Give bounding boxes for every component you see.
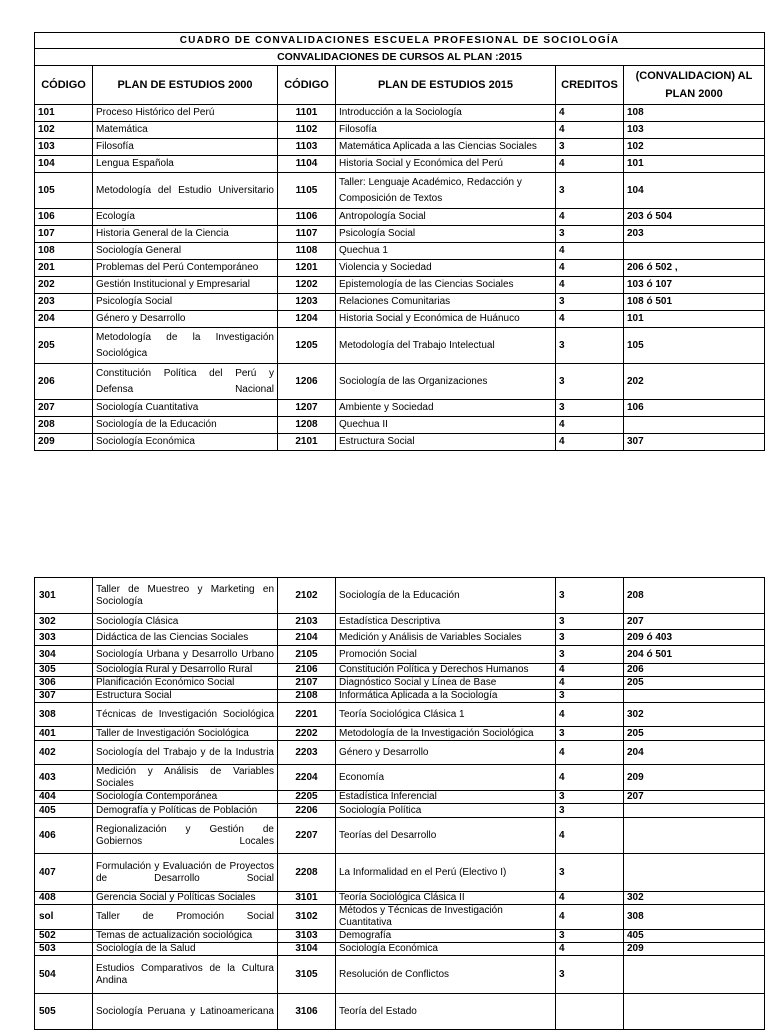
course-code-2000: 503 <box>35 943 93 956</box>
course-code-2000: 202 <box>35 277 93 294</box>
table-row <box>35 930 765 943</box>
convalidation-code <box>624 243 765 260</box>
course-credits: 4 <box>556 105 624 122</box>
course-name-2000: Problemas del Perú Contemporáneo <box>93 260 278 277</box>
course-code-2015: 2104 <box>278 630 336 646</box>
course-name-2000: Formulación y Evaluación de Proyectos de Desarrollo Social <box>93 854 278 892</box>
table-row <box>35 260 765 277</box>
course-code-2000: 108 <box>35 243 93 260</box>
course-code-2000: 105 <box>35 173 93 209</box>
course-code-2000: 307 <box>35 690 93 703</box>
course-code-2000: 201 <box>35 260 93 277</box>
course-credits: 3 <box>556 328 624 364</box>
course-credits: 3 <box>556 173 624 209</box>
course-name-2015: Metodología de la Investigación Sociológica <box>336 727 556 741</box>
course-code-2000: 208 <box>35 417 93 434</box>
course-code-2015: 3101 <box>278 892 336 905</box>
course-name-2000: Historia General de la Ciencia <box>93 226 278 243</box>
course-code-2015: 1103 <box>278 139 336 156</box>
table-row <box>35 400 765 417</box>
course-code-2015: 3104 <box>278 943 336 956</box>
course-name-2000: Gestión Institucional y Empresarial <box>93 277 278 294</box>
course-credits: 3 <box>556 804 624 818</box>
table-row <box>35 804 765 818</box>
course-credits: 3 <box>556 226 624 243</box>
table-row <box>35 727 765 741</box>
column-header-row <box>35 66 765 105</box>
course-name-2000: Ecología <box>93 209 278 226</box>
course-code-2015: 2203 <box>278 741 336 765</box>
course-code-2015: 3102 <box>278 905 336 930</box>
course-credits <box>556 994 624 1030</box>
title-row <box>35 33 765 49</box>
course-name-2000: Proceso Histórico del Perú <box>93 105 278 122</box>
course-name-2000: Medición y Análisis de Variables Sociales <box>93 765 278 791</box>
course-credits: 4 <box>556 209 624 226</box>
convalidation-code: 106 <box>624 400 765 417</box>
course-code-2000: 106 <box>35 209 93 226</box>
course-credits: 3 <box>556 646 624 664</box>
course-code-2000: 404 <box>35 791 93 804</box>
course-code-2000: 203 <box>35 294 93 311</box>
course-code-2015: 2101 <box>278 434 336 451</box>
convalidation-sheet-2 <box>34 577 764 1030</box>
document-subtitle: CONVALIDACIONES DE CURSOS AL PLAN :2015 <box>35 49 765 66</box>
course-code-2000: 304 <box>35 646 93 664</box>
convalidation-table-1 <box>34 32 765 451</box>
course-credits: 4 <box>556 417 624 434</box>
convalidation-code: 208 <box>624 578 765 614</box>
course-code-2015: 2201 <box>278 703 336 727</box>
course-code-2015: 1108 <box>278 243 336 260</box>
course-code-2000: 205 <box>35 328 93 364</box>
course-credits: 3 <box>556 614 624 630</box>
course-credits: 4 <box>556 664 624 677</box>
course-code-2015: 2204 <box>278 765 336 791</box>
course-name-2000: Metodología del Estudio Universitario <box>93 173 278 209</box>
course-credits: 3 <box>556 364 624 400</box>
table-row <box>35 630 765 646</box>
course-name-2015: Estadística Inferencial <box>336 791 556 804</box>
table-row <box>35 277 765 294</box>
course-credits: 3 <box>556 400 624 417</box>
convalidation-code: 405 <box>624 930 765 943</box>
table-body-2 <box>35 578 765 1030</box>
course-name-2015: Teoría Sociológica Clásica 1 <box>336 703 556 727</box>
course-name-2015: Estructura Social <box>336 434 556 451</box>
course-name-2000: Didáctica de las Ciencias Sociales <box>93 630 278 646</box>
table-row <box>35 209 765 226</box>
course-code-2015: 2202 <box>278 727 336 741</box>
course-credits: 4 <box>556 818 624 854</box>
course-credits: 4 <box>556 741 624 765</box>
convalidation-code: 302 <box>624 703 765 727</box>
course-code-2015: 2205 <box>278 791 336 804</box>
course-code-2000: 408 <box>35 892 93 905</box>
table-row <box>35 434 765 451</box>
convalidation-sheet-1 <box>34 32 764 451</box>
header-creditos: CREDITOS <box>556 66 624 105</box>
course-code-2000: 504 <box>35 956 93 994</box>
course-name-2000: Gerencia Social y Políticas Sociales <box>93 892 278 905</box>
table-row <box>35 765 765 791</box>
course-name-2015: Resolución de Conflictos <box>336 956 556 994</box>
course-name-2000: Estructura Social <box>93 690 278 703</box>
table-row <box>35 173 765 209</box>
course-code-2015: 2208 <box>278 854 336 892</box>
course-name-2015: Historia Social y Económica de Huánuco <box>336 311 556 328</box>
course-code-2015: 1101 <box>278 105 336 122</box>
course-name-2000: Sociología Rural y Desarrollo Rural <box>93 664 278 677</box>
course-credits: 3 <box>556 956 624 994</box>
convalidation-code: 209 <box>624 943 765 956</box>
course-code-2000: 405 <box>35 804 93 818</box>
course-name-2000: Psicología Social <box>93 294 278 311</box>
course-name-2000: Regionalización y Gestión de Gobiernos Locales <box>93 818 278 854</box>
header-codigo-2015: CÓDIGO <box>278 66 336 105</box>
convalidation-code: 102 <box>624 139 765 156</box>
course-name-2015: Estadística Descriptiva <box>336 614 556 630</box>
course-code-2000: 207 <box>35 400 93 417</box>
course-name-2015: Teoría Sociológica Clásica II <box>336 892 556 905</box>
convalidation-code <box>624 994 765 1030</box>
course-name-2000: Técnicas de Investigación Sociológica <box>93 703 278 727</box>
convalidation-code: 204 <box>624 741 765 765</box>
course-code-2015: 1201 <box>278 260 336 277</box>
course-name-2015: Diagnóstico Social y Línea de Base <box>336 677 556 690</box>
course-name-2000: Temas de actualización sociológica <box>93 930 278 943</box>
convalidation-code: 108 ó 501 <box>624 294 765 311</box>
course-name-2015: Antropología Social <box>336 209 556 226</box>
course-credits: 4 <box>556 905 624 930</box>
course-name-2015: Violencia y Sociedad <box>336 260 556 277</box>
course-name-2015: Economía <box>336 765 556 791</box>
table-row <box>35 226 765 243</box>
course-name-2015: Filosofía <box>336 122 556 139</box>
course-credits: 3 <box>556 578 624 614</box>
course-name-2015: Matemática Aplicada a las Ciencias Sociales <box>336 139 556 156</box>
course-credits: 3 <box>556 630 624 646</box>
table-row <box>35 646 765 664</box>
course-name-2015: Relaciones Comunitarias <box>336 294 556 311</box>
convalidation-code <box>624 956 765 994</box>
course-code-2015: 1207 <box>278 400 336 417</box>
course-name-2015: La Informalidad en el Perú (Electivo I) <box>336 854 556 892</box>
course-credits: 3 <box>556 854 624 892</box>
convalidation-code: 101 <box>624 311 765 328</box>
course-credits: 4 <box>556 943 624 956</box>
course-code-2000: 305 <box>35 664 93 677</box>
course-code-2015: 1105 <box>278 173 336 209</box>
course-code-2000: 103 <box>35 139 93 156</box>
course-name-2015: Sociología Política <box>336 804 556 818</box>
course-name-2000: Sociología Económica <box>93 434 278 451</box>
table-row <box>35 664 765 677</box>
course-code-2000: 107 <box>35 226 93 243</box>
course-code-2000: 101 <box>35 105 93 122</box>
course-name-2015: Quechua 1 <box>336 243 556 260</box>
course-name-2000: Sociología Peruana y Latinoamericana <box>93 994 278 1030</box>
course-code-2000: 505 <box>35 994 93 1030</box>
table-row <box>35 614 765 630</box>
course-code-2015: 1106 <box>278 209 336 226</box>
course-code-2015: 2107 <box>278 677 336 690</box>
course-name-2015: Teoría del Estado <box>336 994 556 1030</box>
table-row <box>35 243 765 260</box>
course-name-2015: Epistemología de las Ciencias Sociales <box>336 277 556 294</box>
course-name-2015: Introducción a la Sociología <box>336 105 556 122</box>
course-name-2000: Género y Desarrollo <box>93 311 278 328</box>
convalidation-code: 209 <box>624 765 765 791</box>
course-code-2015: 1208 <box>278 417 336 434</box>
table-row <box>35 791 765 804</box>
course-name-2000: Estudios Comparativos de la Cultura Andina <box>93 956 278 994</box>
table-row <box>35 105 765 122</box>
course-code-2000: 308 <box>35 703 93 727</box>
course-code-2000: 502 <box>35 930 93 943</box>
convalidation-code: 204 ó 501 <box>624 646 765 664</box>
course-name-2015: Metodología del Trabajo Intelectual <box>336 328 556 364</box>
course-name-2000: Demografía y Políticas de Población <box>93 804 278 818</box>
course-name-2015: Ambiente y Sociedad <box>336 400 556 417</box>
table-row <box>35 417 765 434</box>
course-credits: 3 <box>556 139 624 156</box>
course-code-2015: 2106 <box>278 664 336 677</box>
course-code-2000: 104 <box>35 156 93 173</box>
convalidation-code <box>624 417 765 434</box>
table-row <box>35 677 765 690</box>
course-code-2015: 1107 <box>278 226 336 243</box>
course-name-2000: Sociología de la Educación <box>93 417 278 434</box>
course-name-2000: Sociología General <box>93 243 278 260</box>
convalidation-code: 202 <box>624 364 765 400</box>
table-row <box>35 328 765 364</box>
course-name-2015: Quechua II <box>336 417 556 434</box>
table-row <box>35 741 765 765</box>
course-name-2015: Promoción Social <box>336 646 556 664</box>
course-code-2000: 407 <box>35 854 93 892</box>
table-row <box>35 818 765 854</box>
course-credits: 3 <box>556 791 624 804</box>
course-credits: 4 <box>556 311 624 328</box>
convalidation-code: 205 <box>624 677 765 690</box>
table-row <box>35 578 765 614</box>
convalidation-table-2 <box>34 577 765 1030</box>
course-code-2015: 1104 <box>278 156 336 173</box>
course-code-2015: 1206 <box>278 364 336 400</box>
course-name-2000: Constitución Política del Perú y Defensa Nacional <box>93 364 278 400</box>
convalidation-code: 209 ó 403 <box>624 630 765 646</box>
course-credits: 4 <box>556 260 624 277</box>
course-name-2015: Medición y Análisis de Variables Sociales <box>336 630 556 646</box>
course-name-2000: Sociología Cuantitativa <box>93 400 278 417</box>
table-row <box>35 690 765 703</box>
convalidation-code: 108 <box>624 105 765 122</box>
course-code-2000: 401 <box>35 727 93 741</box>
course-credits: 3 <box>556 690 624 703</box>
header-plan-2000: PLAN DE ESTUDIOS 2000 <box>93 66 278 105</box>
course-code-2015: 3105 <box>278 956 336 994</box>
subtitle-row <box>35 49 765 66</box>
course-name-2015: Constitución Política y Derechos Humanos <box>336 664 556 677</box>
table-row <box>35 294 765 311</box>
course-code-2015: 1204 <box>278 311 336 328</box>
course-credits: 4 <box>556 677 624 690</box>
course-credits: 3 <box>556 294 624 311</box>
course-code-2000: 303 <box>35 630 93 646</box>
course-code-2000: 306 <box>35 677 93 690</box>
course-credits: 4 <box>556 765 624 791</box>
table-row <box>35 139 765 156</box>
course-credits: 4 <box>556 156 624 173</box>
course-name-2015: Sociología Económica <box>336 943 556 956</box>
course-code-2015: 2207 <box>278 818 336 854</box>
convalidation-code: 206 ó 502 , <box>624 260 765 277</box>
convalidation-code: 205 <box>624 727 765 741</box>
course-code-2000: 206 <box>35 364 93 400</box>
course-name-2015: Psicología Social <box>336 226 556 243</box>
course-code-2015: 1203 <box>278 294 336 311</box>
course-credits: 4 <box>556 122 624 139</box>
course-credits: 3 <box>556 930 624 943</box>
course-name-2000: Taller de Promoción Social <box>93 905 278 930</box>
table-row <box>35 311 765 328</box>
convalidation-code: 203 ó 504 <box>624 209 765 226</box>
course-name-2000: Filosofía <box>93 139 278 156</box>
course-name-2000: Matemática <box>93 122 278 139</box>
course-code-2015: 1102 <box>278 122 336 139</box>
course-code-2015: 1205 <box>278 328 336 364</box>
course-name-2015: Métodos y Técnicas de Investigación Cuantitativa <box>336 905 556 930</box>
course-credits: 4 <box>556 434 624 451</box>
convalidation-code: 207 <box>624 614 765 630</box>
course-code-2015: 3106 <box>278 994 336 1030</box>
course-name-2015: Género y Desarrollo <box>336 741 556 765</box>
convalidation-code <box>624 804 765 818</box>
table-row <box>35 854 765 892</box>
course-credits: 4 <box>556 892 624 905</box>
course-credits: 4 <box>556 243 624 260</box>
course-name-2015: Sociología de las Organizaciones <box>336 364 556 400</box>
course-code-2000: 102 <box>35 122 93 139</box>
course-name-2000: Sociología Contemporánea <box>93 791 278 804</box>
course-name-2000: Metodología de la Investigación Sociológica <box>93 328 278 364</box>
course-name-2000: Sociología de la Salud <box>93 943 278 956</box>
course-name-2000: Sociología Urbana y Desarrollo Urbano <box>93 646 278 664</box>
course-code-2000: 209 <box>35 434 93 451</box>
table-row <box>35 156 765 173</box>
course-name-2015: Historia Social y Económica del Perú <box>336 156 556 173</box>
course-code-2000: 403 <box>35 765 93 791</box>
course-name-2000: Sociología del Trabajo y de la Industria <box>93 741 278 765</box>
course-code-2015: 3103 <box>278 930 336 943</box>
convalidation-code: 302 <box>624 892 765 905</box>
course-name-2000: Planificación Económico Social <box>93 677 278 690</box>
course-name-2000: Taller de Investigación Sociológica <box>93 727 278 741</box>
document-title: CUADRO DE CONVALIDACIONES ESCUELA PROFESIONAL DE SOCIOLOGÍA <box>35 33 765 49</box>
course-code-2000: 402 <box>35 741 93 765</box>
course-code-2000: 302 <box>35 614 93 630</box>
table-body-1 <box>35 105 765 451</box>
course-name-2015: Demografía <box>336 930 556 943</box>
course-code-2000: 204 <box>35 311 93 328</box>
convalidation-code <box>624 690 765 703</box>
table-row <box>35 956 765 994</box>
convalidation-code: 207 <box>624 791 765 804</box>
table-row <box>35 122 765 139</box>
table-row <box>35 364 765 400</box>
course-credits: 3 <box>556 727 624 741</box>
course-name-2015: Sociología de la Educación <box>336 578 556 614</box>
course-code-2015: 2108 <box>278 690 336 703</box>
convalidation-code <box>624 854 765 892</box>
header-convalidacion: (CONVALIDACION) AL PLAN 2000 <box>624 66 765 105</box>
course-code-2000: 406 <box>35 818 93 854</box>
header-plan-2015: PLAN DE ESTUDIOS 2015 <box>336 66 556 105</box>
course-name-2000: Lengua Española <box>93 156 278 173</box>
convalidation-code: 103 <box>624 122 765 139</box>
table-row <box>35 943 765 956</box>
course-name-2015: Informática Aplicada a la Sociología <box>336 690 556 703</box>
course-credits: 4 <box>556 277 624 294</box>
convalidation-code: 103 ó 107 <box>624 277 765 294</box>
course-code-2015: 2103 <box>278 614 336 630</box>
course-code-2000: sol <box>35 905 93 930</box>
course-code-2015: 2102 <box>278 578 336 614</box>
convalidation-code: 104 <box>624 173 765 209</box>
table-row <box>35 703 765 727</box>
course-name-2015: Taller: Lenguaje Académico, Redacción y Composición de Textos <box>336 173 556 209</box>
table-row <box>35 994 765 1030</box>
course-name-2000: Sociología Clásica <box>93 614 278 630</box>
convalidation-code <box>624 818 765 854</box>
course-code-2000: 301 <box>35 578 93 614</box>
convalidation-code: 105 <box>624 328 765 364</box>
course-code-2015: 2206 <box>278 804 336 818</box>
convalidation-code: 308 <box>624 905 765 930</box>
header-codigo-2000: CÓDIGO <box>35 66 93 105</box>
course-name-2015: Teorías del Desarrollo <box>336 818 556 854</box>
course-code-2015: 2105 <box>278 646 336 664</box>
convalidation-code: 206 <box>624 664 765 677</box>
convalidation-code: 307 <box>624 434 765 451</box>
course-name-2000: Taller de Muestreo y Marketing en Sociología <box>93 578 278 614</box>
table-row <box>35 905 765 930</box>
convalidation-code: 101 <box>624 156 765 173</box>
table-row <box>35 892 765 905</box>
course-credits: 4 <box>556 703 624 727</box>
convalidation-code: 203 <box>624 226 765 243</box>
course-code-2015: 1202 <box>278 277 336 294</box>
